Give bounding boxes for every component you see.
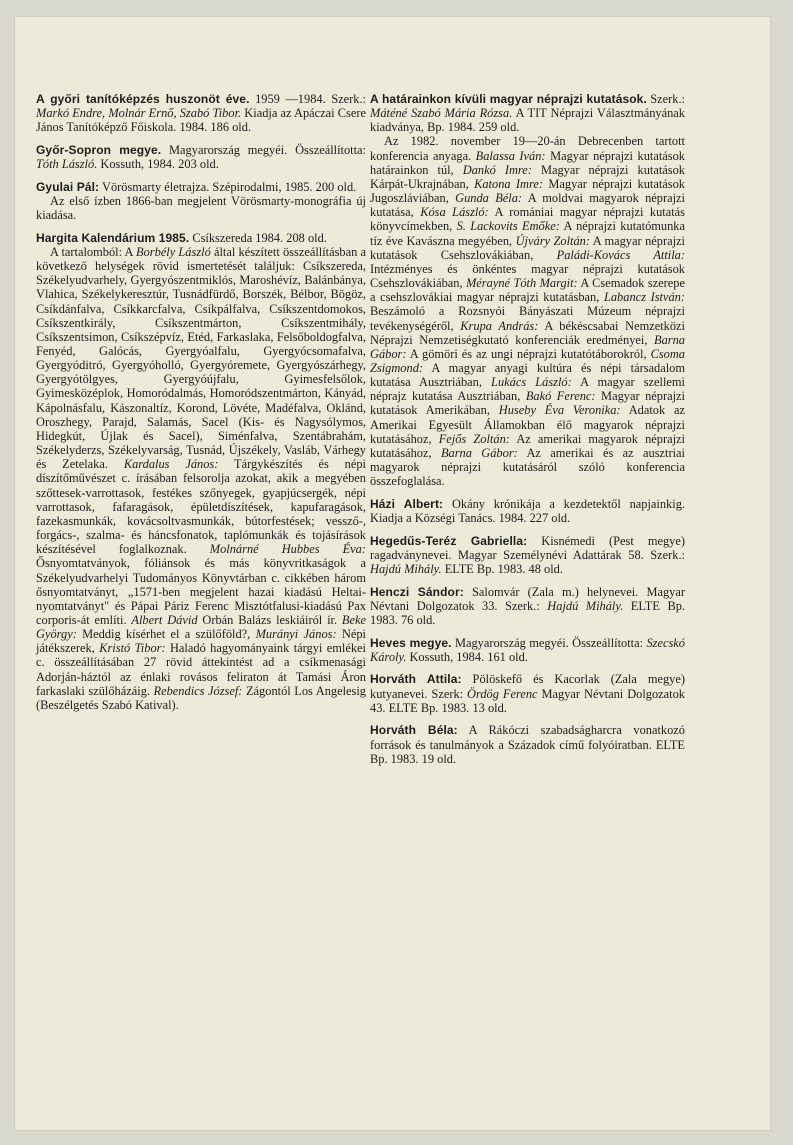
entry-text: Vörösmarty életrajza. Szépirodalmi, 1985. 200 old. bbox=[99, 179, 357, 194]
author-name: Balassa Iván: bbox=[475, 148, 546, 163]
bibliography-entry bbox=[370, 92, 685, 488]
entry-text: Magyar néprajzi kutatások határainkon túl, bbox=[370, 148, 685, 177]
entry-text: Az amerikai és az ausztriai magyarok néprajzi kutatásáról szóló konferencia összefoglalása. bbox=[370, 445, 685, 489]
bibliography-entry bbox=[36, 143, 366, 171]
author-name: Hajdú Mihály. bbox=[370, 562, 442, 576]
entry-text: Tárgykészítés és népi díszítőművészet c. írásában felsorolja azokat, akik a megyében szőttesek-varrottasok, festékes szőnyegek, gyapjúcsergék, népi varrottasok, fafaragások, épületdíszítések, kapufaragások, fazekasmunkák, kovácsoltvasmunkák, bútorfestések; vessző-, forgács-, szalma- és háncsfonatok, taplómunkák és tojásírások készítésével foglalkoznak. bbox=[36, 457, 367, 557]
author-name: Katona Imre: bbox=[474, 176, 543, 191]
author-name: Beke György: bbox=[36, 612, 366, 642]
author-name: Barna Gábor: bbox=[370, 332, 685, 361]
author-name: Hajdú Mihály. bbox=[547, 598, 624, 613]
entry-text: ELTE Bp. 1983. 76 old. bbox=[370, 598, 685, 627]
entry-heading: Gyulai Pál: bbox=[36, 179, 100, 194]
author-name: Tóth László. bbox=[36, 157, 98, 172]
entry-text: Beszámoló a Rozsnyói Bányászati Múzeum néprajzi tevékenységéről, bbox=[370, 304, 685, 333]
bibliography-entry bbox=[36, 231, 366, 712]
bibliography-entry bbox=[370, 497, 685, 525]
author-name: Krupa András: bbox=[460, 318, 539, 333]
author-name: Huseby Éva Veronika: bbox=[498, 403, 621, 418]
entry-paragraph bbox=[36, 180, 366, 194]
entry-text: Zágontól Los Angelesig (Beszélgetés Szabó Katival). bbox=[36, 683, 366, 712]
entry-text: 1959 —1984. Szerk.: bbox=[249, 92, 366, 106]
entry-text: A Csemadok szerepe a csehszlovákiai magyar néprajzi kutatásban, bbox=[370, 276, 685, 305]
entry-heading: Heves megye. bbox=[370, 635, 452, 650]
entry-text: A néprajzi kutatómunka tíz éve Kavászna megyében, bbox=[370, 219, 686, 248]
entry-text: A moldvai magyarok néprajzi kutatása, bbox=[370, 191, 685, 220]
entry-paragraph bbox=[370, 672, 685, 714]
entry-paragraph bbox=[370, 92, 685, 134]
bibliography-entry bbox=[36, 180, 366, 222]
entry-text: A magyar néprajzi kutatások Csehszlovákiában, bbox=[370, 233, 685, 262]
bibliography-entry bbox=[370, 534, 685, 576]
entry-text: Salomvár (Zala m.) helynevei. Magyar Névtani Dolgozatok 33. Szerk.: bbox=[370, 584, 685, 613]
entry-text: Haladó hagyományaink tárgyi emlékei c. összeállításában 27 rövid áttekintést ad a csíkmenasági Adorján-háztól az énlaki rovásos feliraton át Tamási Áron farkaslaki szülőházáig. bbox=[36, 641, 366, 698]
author-name: Rebendics József: bbox=[153, 683, 243, 698]
entry-heading: Horváth Attila: bbox=[370, 672, 462, 687]
bibliography-entry bbox=[370, 636, 685, 664]
entry-text: Intézményes és önkéntes magyar néprajzi kutatások Csehszlovákiában, bbox=[370, 261, 685, 291]
scanned-page bbox=[14, 16, 771, 1131]
entry-text: Az 1982. november 19—20-án Debrecenben tartott konferencia anyaga. bbox=[370, 134, 685, 163]
entry-heading: Házi Albert: bbox=[370, 496, 444, 511]
entry-paragraph bbox=[370, 723, 685, 765]
entry-heading: A határainkon kívüli magyar néprajzi kutatások. bbox=[370, 92, 647, 106]
author-name: Csoma Zsigmond: bbox=[370, 346, 685, 375]
entry-text: Kisnémedi (Pest megye) ragadványnevei. Magyar Személynévi Adattárak 58. Szerk.: bbox=[370, 533, 685, 562]
author-name: Markó Endre, Molnár Ernő, Szabó Tibor. bbox=[36, 106, 242, 121]
entry-text: Az első ízben 1866-ban megjelent Vörösmarty-monográfia új kiadása. bbox=[36, 193, 366, 223]
entry-text: Magyarország megyéi. Összeállította: bbox=[161, 142, 366, 157]
entry-text: Magyar néprajzi kutatások Jugoszláviában, bbox=[370, 176, 685, 206]
left-column bbox=[36, 92, 366, 721]
entry-text: A gömöri és az ungi néprajzi kutatótáborokról, bbox=[406, 346, 651, 361]
author-name: Bakó Ferenc: bbox=[525, 389, 596, 404]
entry-text: Orbán Balázs leskiáiról ír. bbox=[197, 612, 342, 627]
entry-text: Szerk.: bbox=[646, 92, 685, 106]
author-name: Murányi János: bbox=[255, 627, 337, 642]
entry-text: Pölöskefő és Kacorlak (Zala megye) kutyanevei. Szerk: bbox=[370, 672, 685, 701]
right-column bbox=[370, 92, 685, 774]
author-name: Kósa László: bbox=[420, 205, 489, 220]
bibliography-entry bbox=[370, 723, 685, 765]
entry-paragraph bbox=[370, 585, 685, 627]
entry-text: A magyar anyagi kultúra és népi társadalom kutatása Ausztriában, bbox=[370, 360, 685, 390]
entry-heading: A győri tanítóképzés huszonöt éve. bbox=[36, 92, 250, 106]
entry-text: Okány krónikája a kezdetektől napjainkig. Kiadja a Községi Tanács. 1984. 227 old. bbox=[370, 496, 685, 526]
entry-text: Kossuth, 1984. 161 old. bbox=[406, 649, 528, 664]
entry-heading: Hegedűs-Teréz Gabriella: bbox=[370, 533, 528, 548]
entry-text: Népi játékszerek, bbox=[36, 627, 366, 656]
entry-text: Adatok az Amerikai Egyesült Államokban élő magyarok néprajzi kutatásához, bbox=[370, 403, 685, 446]
author-name: Borbély László bbox=[136, 244, 211, 259]
entry-text: A tartalomból: A bbox=[50, 244, 136, 259]
entry-text: Magyar néprajzi kutatások Amerikában, bbox=[370, 389, 685, 418]
entry-text: Ősnyomtatványok, fóliánsok és más könyvritkaságok a Székelyudvarhelyi Tudományos Könyvtárban c. cikkében három ősnyomtatványt, „1571-ben megjelent hazai kiadású Heltai-nyomtatványt" és Pápai Páriz Ferenc Misztótfalusi-kiadású Pax corporis-át említi. bbox=[36, 556, 366, 627]
entry-text: Magyar néprajzi kutatások Kárpát-Ukrajnában, bbox=[370, 162, 685, 191]
entry-paragraph bbox=[370, 534, 685, 576]
author-name: Lukács László: bbox=[491, 375, 572, 390]
author-name: Dankó Imre: bbox=[462, 162, 532, 177]
entry-text: Magyar Névtani Dolgozatok 43. ELTE Bp. 1983. 13 old. bbox=[370, 686, 686, 715]
entry-text: A magyar szellemi néprajz kutatása Ausztriában, bbox=[370, 375, 685, 404]
author-name: Újváry Zoltán: bbox=[515, 233, 590, 248]
author-name: Kardalus János: bbox=[123, 457, 219, 472]
entry-heading: Henczi Sándor: bbox=[370, 584, 464, 599]
entry-text: Kossuth, 1984. 203 old. bbox=[97, 157, 219, 172]
entry-text: Kiadja az Apáczai Csere János Tanítóképző Főiskola. 1984. 186 old. bbox=[36, 106, 367, 135]
entry-heading: Győr-Sopron megye. bbox=[36, 142, 162, 157]
bibliography-entry bbox=[36, 92, 366, 134]
entry-text: Meddig kísérhet el a szülőföld?, bbox=[76, 627, 256, 642]
entry-paragraph bbox=[370, 134, 685, 488]
entry-text: A békéscsabai Nemzetközi Néprajzi Nemzetiségkutató konferenciák eredményei, bbox=[370, 318, 685, 347]
entry-text: Magyarország megyéi. Összeállította: bbox=[451, 635, 647, 650]
entry-text: A TIT Néprajzi Választmányának kiadványa, Bp. 1984. 259 old. bbox=[370, 106, 685, 135]
author-name: Labancz István: bbox=[603, 290, 685, 305]
author-name: Szecskó Károly. bbox=[370, 635, 685, 664]
entry-text: Az amerikai magyarok néprajzi kutatásához, bbox=[370, 431, 685, 460]
entry-text: által készített összeállításban a következő helységek rövid ismertetését találjuk: Csíkszereda, Székelyudvarhely, Gyergyószentmiklós, Maroshévíz, Balánbánya, Vlahica, Székelykeresztúr, Tusnádfürdő, Borszék, Bélbor, Bögöz, Csíkdánfalva, Csíkkarcfalva, Csíkpálfalva, Csíkszentdomokos, Csíkszentkirály, Csíkszentmárton, Csíkszentmihály, Csíkszentsimon, Csíkszépvíz, Etéd, Farkaslaka, Felsőboldogfalva, Fenyéd, Galócás, Gyergyóalfalu, Gyergyócsomafalva, Gyergyóditró, Gyergyóholló, Gyergyóremete, Gyergyószárhegy, Gyergyótölgyes, Gyergyóújfalu, Gyimesfelsőlok, Gyimesközéplok, Homoródalmás, Homoródszentmárton, Kányád, Kápolnásfalu, Kászonaltíz, Korond, Lövéte, Madéfalva, Oklánd, Oroszhegy, Parajd, Salamás, Sacel (Kis- és Nagysólymos, Hidegkút, Újlak és Sacel), Siménfalva, Szentábrahám, Székelyderzs, Székelyvarság, Tusnád, Újszékely, Vasláb, Várhegy és Zetelaka. bbox=[36, 244, 367, 472]
bibliography-entry bbox=[370, 672, 685, 714]
bibliography-entry bbox=[370, 585, 685, 627]
author-name: Máténé Szabó Mária Rózsa. bbox=[370, 106, 513, 121]
entry-paragraph bbox=[36, 245, 366, 712]
author-name: Barna Gábor: bbox=[440, 445, 518, 460]
author-name: S. Lackovits Emőke: bbox=[456, 219, 560, 234]
entry-paragraph bbox=[36, 194, 366, 222]
entry-text: A Rákóczi szabadságharcra vonatkozó források és tanulmányok a Századok című folyóiratban. ELTE Bp. 1983. 19 old. bbox=[370, 723, 685, 766]
entry-text: Csíkszereda 1984. 208 old. bbox=[189, 230, 327, 245]
entry-text: A romániai magyar néprajzi kutatás könyvcímekben, bbox=[370, 205, 685, 234]
entry-paragraph bbox=[36, 231, 366, 245]
author-name: Fejős Zoltán: bbox=[438, 431, 510, 446]
author-name: Mérayné Tóth Margit: bbox=[465, 276, 578, 291]
entry-paragraph bbox=[36, 143, 366, 171]
author-name: Molnárné Hubbes Éva: bbox=[209, 542, 366, 557]
author-name: Ördög Ferenc bbox=[467, 686, 538, 701]
entry-text: ELTE Bp. 1983. 48 old. bbox=[441, 562, 563, 576]
author-name: Paládi-Kovács Attila: bbox=[556, 247, 685, 262]
author-name: Kristó Tibor: bbox=[99, 641, 166, 656]
entry-paragraph bbox=[370, 636, 685, 664]
author-name: Gunda Béla: bbox=[455, 191, 523, 206]
author-name: Albert Dávid bbox=[131, 612, 198, 627]
entry-paragraph bbox=[370, 497, 685, 525]
entry-heading: Horváth Béla: bbox=[370, 723, 458, 738]
entry-heading: Hargita Kalendárium 1985. bbox=[36, 230, 190, 245]
entry-paragraph bbox=[36, 92, 366, 134]
